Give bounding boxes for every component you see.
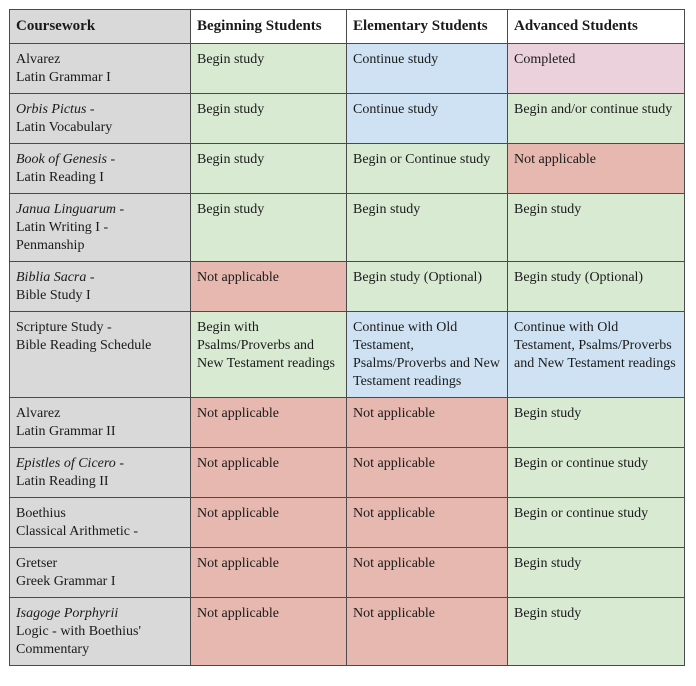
status-cell-beginning: Begin study bbox=[191, 194, 347, 262]
course-title-suffix: Scripture Study - bbox=[16, 320, 112, 335]
status-cell-elementary: Not applicable bbox=[347, 448, 508, 498]
course-subtitle: Classical Arithmetic - bbox=[16, 524, 139, 539]
course-subtitle: Latin Grammar II bbox=[16, 424, 116, 439]
header-elementary-students: Elementary Students bbox=[347, 10, 508, 44]
status-cell-beginning: Not applicable bbox=[191, 262, 347, 312]
course-title-line bbox=[16, 405, 184, 423]
course-title: Epistles of Cicero bbox=[16, 456, 116, 471]
status-cell-elementary: Not applicable bbox=[347, 498, 508, 548]
status-cell-advanced: Begin study bbox=[508, 598, 685, 666]
course-subtitle: Bible Study I bbox=[16, 288, 91, 303]
course-title-line bbox=[16, 605, 184, 623]
course-cell bbox=[10, 548, 191, 598]
coursework-table bbox=[9, 9, 685, 666]
course-title-suffix: Alvarez bbox=[16, 52, 61, 67]
course-subtitle-2: Penmanship bbox=[16, 238, 85, 253]
table-row bbox=[10, 194, 685, 262]
course-title-suffix: - bbox=[86, 102, 95, 117]
table-row bbox=[10, 94, 685, 144]
table-row bbox=[10, 548, 685, 598]
status-cell-beginning: Not applicable bbox=[191, 398, 347, 448]
course-cell bbox=[10, 312, 191, 398]
course-title-line bbox=[16, 151, 184, 169]
course-title: Biblia Sacra bbox=[16, 270, 87, 285]
status-cell-beginning: Not applicable bbox=[191, 598, 347, 666]
course-title-suffix: - bbox=[86, 270, 95, 285]
status-cell-advanced: Begin study (Optional) bbox=[508, 262, 685, 312]
course-title-suffix: - bbox=[115, 456, 124, 471]
table-row bbox=[10, 598, 685, 666]
header-coursework: Coursework bbox=[10, 10, 191, 44]
status-cell-elementary: Begin or Continue study bbox=[347, 144, 508, 194]
status-cell-elementary: Not applicable bbox=[347, 548, 508, 598]
header-advanced-students: Advanced Students bbox=[508, 10, 685, 44]
course-subtitle: Logic - with Boethius' bbox=[16, 624, 142, 639]
course-title-suffix: Alvarez bbox=[16, 406, 61, 421]
course-subtitle: Bible Reading Schedule bbox=[16, 338, 152, 353]
status-cell-advanced: Begin or continue study bbox=[508, 498, 685, 548]
status-cell-elementary: Not applicable bbox=[347, 598, 508, 666]
course-cell bbox=[10, 194, 191, 262]
course-subtitle: Latin Reading I bbox=[16, 170, 104, 185]
course-title: Orbis Pictus bbox=[16, 102, 87, 117]
course-subtitle: Latin Vocabulary bbox=[16, 120, 113, 135]
course-title-line bbox=[16, 455, 184, 473]
table-row bbox=[10, 312, 685, 398]
course-title-line bbox=[16, 51, 184, 69]
course-subtitle: Latin Writing I - bbox=[16, 220, 109, 235]
course-cell bbox=[10, 44, 191, 94]
course-cell bbox=[10, 262, 191, 312]
status-cell-beginning: Begin study bbox=[191, 94, 347, 144]
course-title: Janua Linguarum bbox=[16, 202, 116, 217]
table-row bbox=[10, 262, 685, 312]
course-cell bbox=[10, 144, 191, 194]
status-cell-elementary: Continue with Old Testament, Psalms/Proverbs and New Testament readings bbox=[347, 312, 508, 398]
course-title-line bbox=[16, 505, 184, 523]
course-cell bbox=[10, 498, 191, 548]
status-cell-advanced: Completed bbox=[508, 44, 685, 94]
course-title-line bbox=[16, 269, 184, 287]
status-cell-beginning: Begin with Psalms/Proverbs and New Testament readings bbox=[191, 312, 347, 398]
course-cell bbox=[10, 598, 191, 666]
course-subtitle: Latin Grammar I bbox=[16, 70, 111, 85]
table-row bbox=[10, 144, 685, 194]
table-row bbox=[10, 498, 685, 548]
course-title-suffix: - bbox=[106, 152, 116, 167]
status-cell-advanced: Continue with Old Testament, Psalms/Proverbs and New Testament readings bbox=[508, 312, 685, 398]
status-cell-beginning: Not applicable bbox=[191, 548, 347, 598]
status-cell-beginning: Not applicable bbox=[191, 498, 347, 548]
coursework-table-container bbox=[9, 9, 685, 666]
header-row bbox=[10, 10, 685, 44]
course-subtitle: Latin Reading II bbox=[16, 474, 109, 489]
status-cell-beginning: Begin study bbox=[191, 44, 347, 94]
status-cell-advanced: Begin study bbox=[508, 548, 685, 598]
status-cell-beginning: Not applicable bbox=[191, 448, 347, 498]
status-cell-elementary: Begin study (Optional) bbox=[347, 262, 508, 312]
status-cell-advanced: Begin and/or continue study bbox=[508, 94, 685, 144]
status-cell-elementary: Not applicable bbox=[347, 398, 508, 448]
status-cell-advanced: Not applicable bbox=[508, 144, 685, 194]
course-title-line bbox=[16, 319, 184, 337]
course-cell bbox=[10, 94, 191, 144]
course-title-line bbox=[16, 555, 184, 573]
course-subtitle: Greek Grammar I bbox=[16, 574, 116, 589]
table-body bbox=[10, 44, 685, 666]
course-title: Isagoge Porphyrii bbox=[16, 606, 119, 621]
header-beginning-students: Beginning Students bbox=[191, 10, 347, 44]
course-title-suffix: Boethius bbox=[16, 506, 66, 521]
status-cell-beginning: Begin study bbox=[191, 144, 347, 194]
status-cell-elementary: Continue study bbox=[347, 44, 508, 94]
table-row bbox=[10, 448, 685, 498]
course-title-line bbox=[16, 101, 184, 119]
table-row bbox=[10, 398, 685, 448]
status-cell-elementary: Begin study bbox=[347, 194, 508, 262]
course-subtitle-2: Commentary bbox=[16, 642, 90, 657]
status-cell-elementary: Continue study bbox=[347, 94, 508, 144]
course-title-suffix: - bbox=[115, 202, 125, 217]
course-cell bbox=[10, 448, 191, 498]
course-cell bbox=[10, 398, 191, 448]
course-title-suffix: Gretser bbox=[16, 556, 58, 571]
table-row bbox=[10, 44, 685, 94]
status-cell-advanced: Begin study bbox=[508, 194, 685, 262]
course-title: Book of Genesis bbox=[16, 152, 107, 167]
status-cell-advanced: Begin or continue study bbox=[508, 448, 685, 498]
course-title-line bbox=[16, 201, 184, 219]
status-cell-advanced: Begin study bbox=[508, 398, 685, 448]
